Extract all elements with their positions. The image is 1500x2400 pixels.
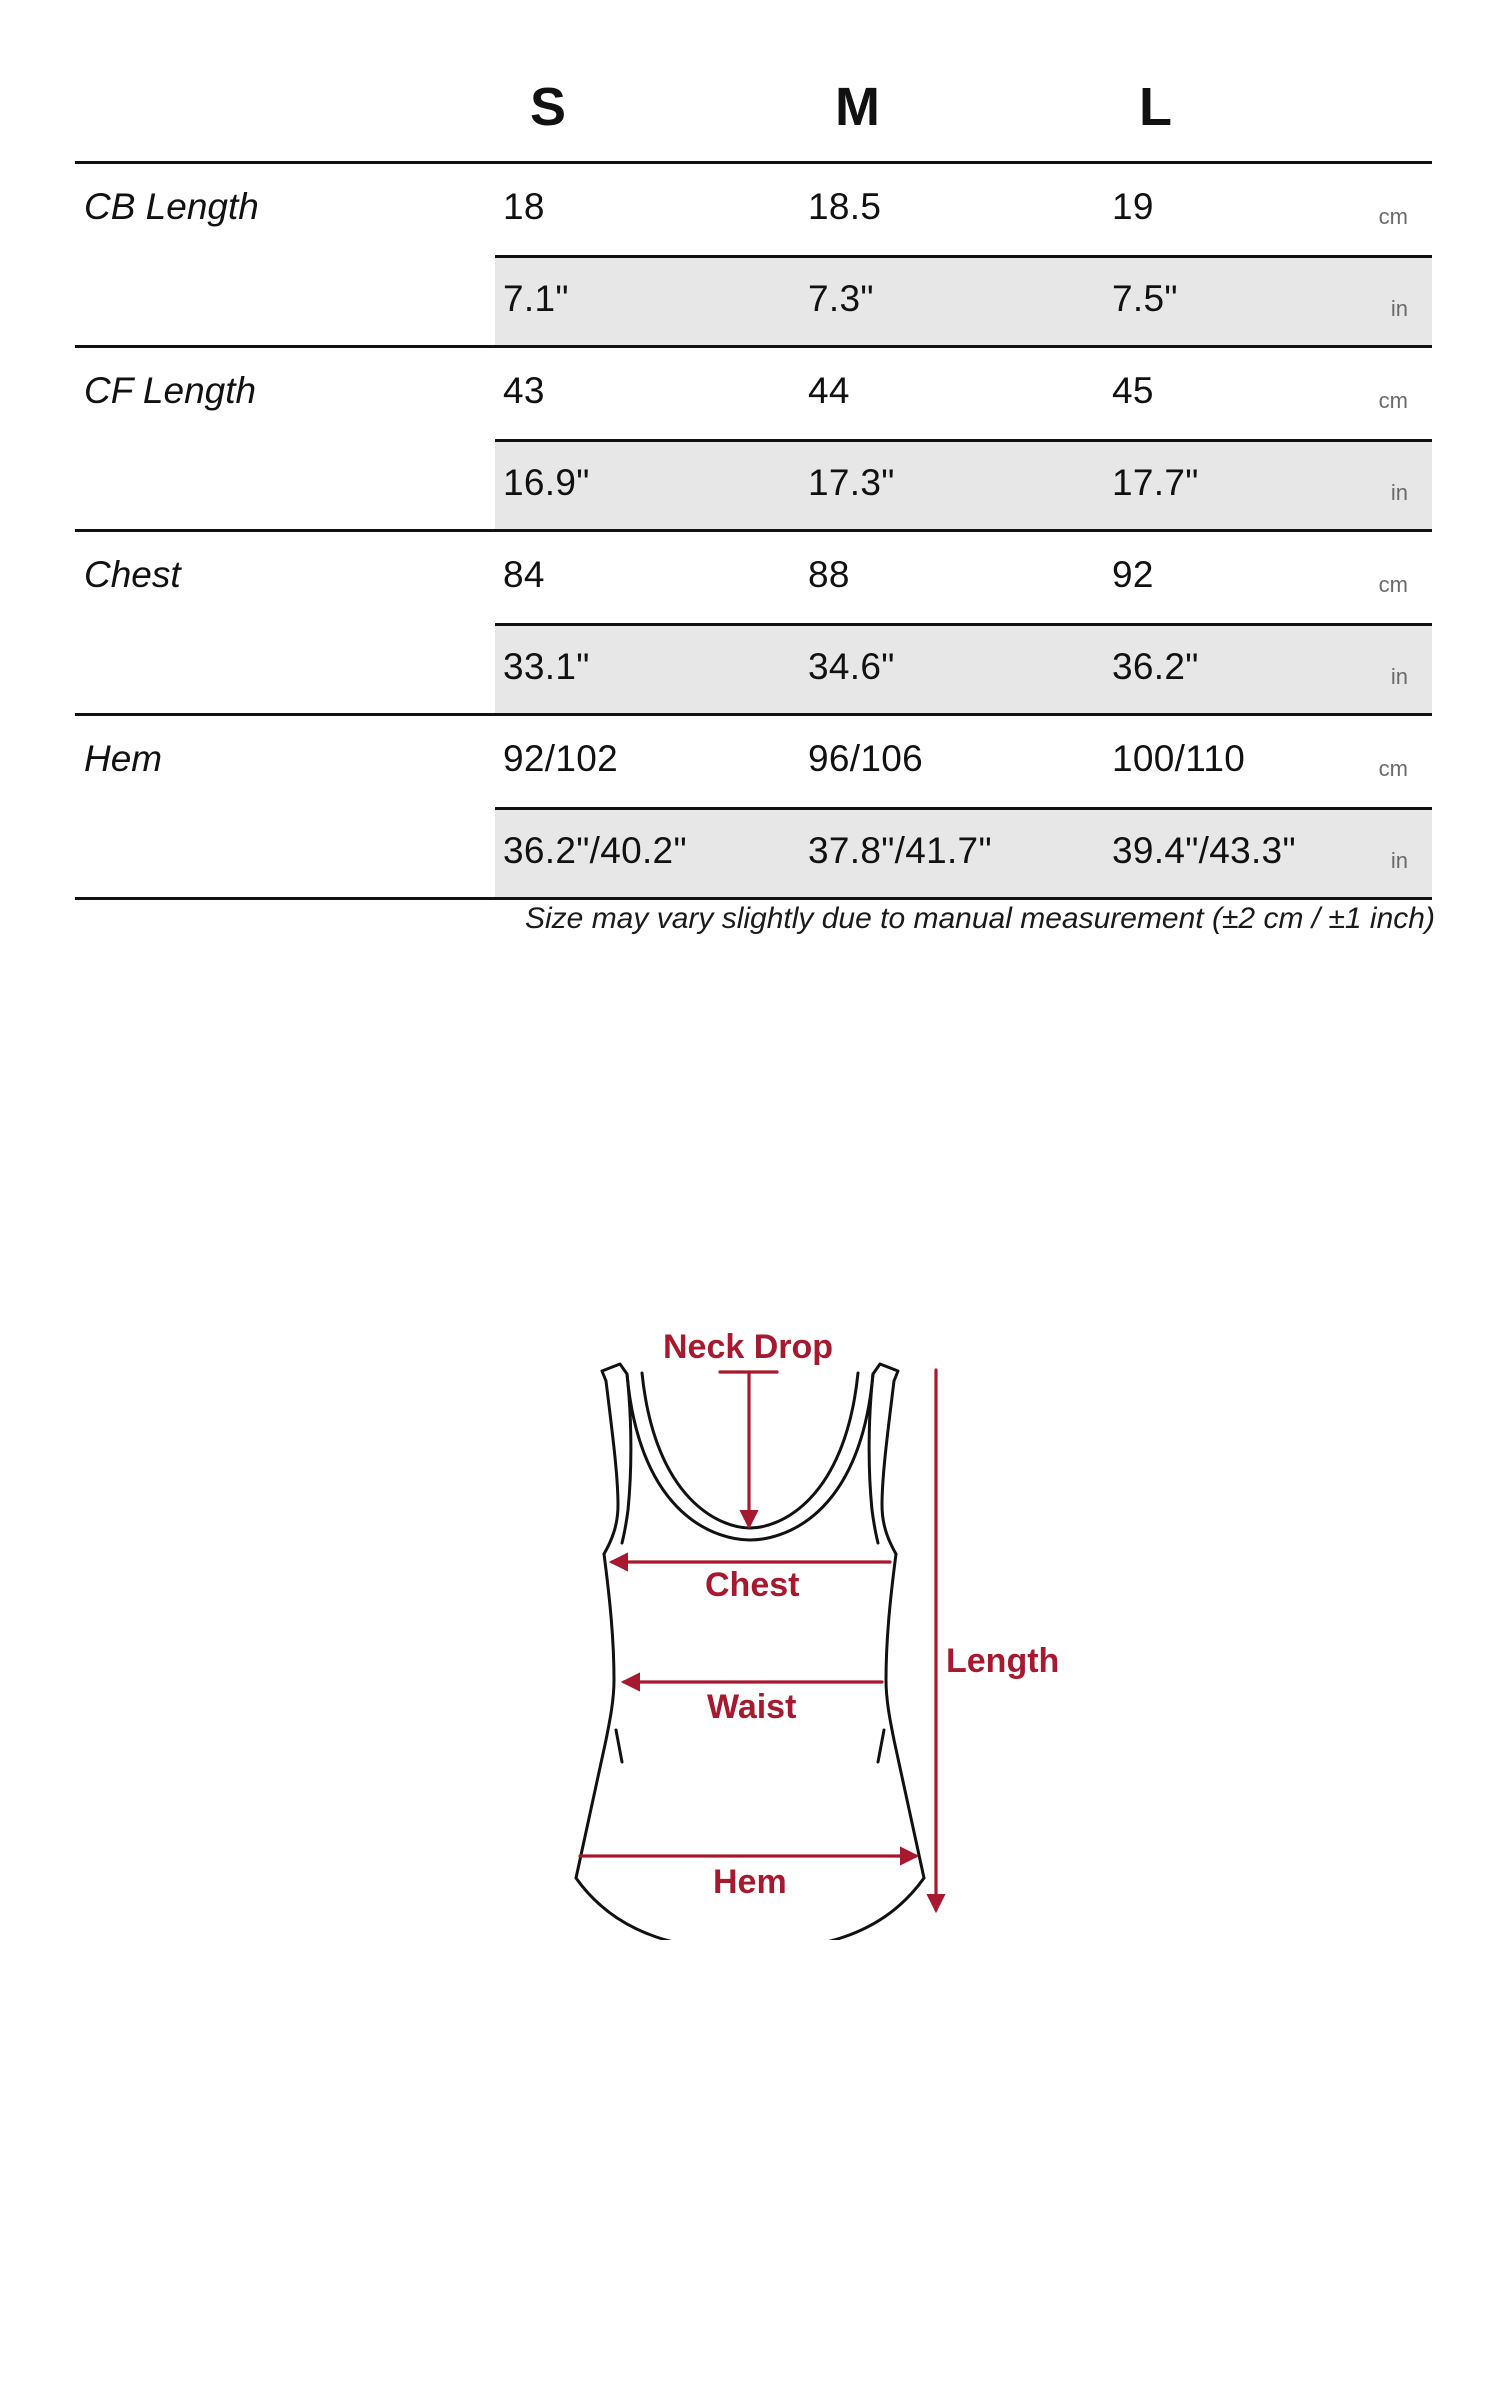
value-s-in: 7.1" [503, 278, 569, 319]
value-s-cm: 92/102 [503, 738, 618, 779]
neck-drop-label: Neck Drop [663, 1328, 834, 1366]
measurement-label: CB Length [84, 186, 259, 227]
value-l-cm: 100/110 [1112, 738, 1246, 779]
cm-row [495, 164, 1432, 253]
size-chart-table [75, 60, 1432, 900]
value-l-cm: 45 [1112, 370, 1154, 411]
measurement-label: Chest [84, 554, 181, 595]
inch-row [495, 623, 1432, 713]
value-l-in: 7.5" [1112, 278, 1178, 319]
value-m-in: 17.3" [808, 462, 895, 503]
value-s-cm: 43 [503, 370, 545, 411]
measurement-cf-length [75, 348, 1432, 532]
hem-label: Hem [713, 1863, 787, 1901]
waist-label: Waist [707, 1688, 797, 1726]
value-s-cm: 18 [503, 186, 545, 227]
unit-cm: cm [1378, 204, 1408, 229]
value-m-in: 34.6" [808, 646, 895, 687]
value-m-cm: 18.5 [808, 186, 882, 227]
tank-top-diagram [560, 1300, 1100, 1940]
value-m-cm: 96/106 [808, 738, 923, 779]
inch-row [495, 439, 1432, 529]
value-l-in: 17.7" [1112, 462, 1199, 503]
cm-row [495, 348, 1432, 437]
value-s-in: 33.1" [503, 646, 590, 687]
value-s-in: 16.9" [503, 462, 590, 503]
unit-in: in [1390, 480, 1408, 505]
measurement-note: Size may vary slightly due to manual measurement (±2 cm / ±1 inch) [525, 902, 1435, 935]
value-s-cm: 84 [503, 554, 545, 595]
unit-cm: cm [1378, 756, 1408, 781]
unit-cm: cm [1378, 388, 1408, 413]
inch-row [495, 807, 1432, 897]
chest-label: Chest [705, 1566, 800, 1604]
unit-cm: cm [1378, 572, 1408, 597]
size-heading-l: L [1139, 77, 1172, 137]
value-m-in: 37.8"/41.7" [808, 830, 992, 871]
value-s-in: 36.2"/40.2" [503, 830, 687, 871]
value-l-in: 36.2" [1112, 646, 1199, 687]
value-l-in: 39.4"/43.3" [1112, 830, 1296, 871]
value-m-in: 7.3" [808, 278, 874, 319]
value-l-cm: 92 [1112, 554, 1154, 595]
unit-in: in [1390, 296, 1408, 321]
measurement-label: CF Length [84, 370, 257, 411]
inch-row [495, 255, 1432, 345]
measurement-label: Hem [84, 738, 163, 779]
tank-top-illustration [560, 1300, 1100, 1940]
measurement-hem [75, 716, 1432, 900]
measurement-cb-length [75, 164, 1432, 348]
size-heading-m: M [835, 77, 880, 137]
unit-in: in [1390, 848, 1408, 873]
measurement-arrows [580, 1370, 936, 1910]
size-heading-s: S [530, 77, 567, 137]
length-label: Length [946, 1642, 1060, 1680]
value-l-cm: 19 [1112, 186, 1154, 227]
size-header-row [75, 60, 1432, 164]
cm-row [495, 716, 1432, 805]
cm-row [495, 532, 1432, 621]
measurement-chest [75, 532, 1432, 716]
unit-in: in [1390, 664, 1408, 689]
value-m-cm: 88 [808, 554, 850, 595]
value-m-cm: 44 [808, 370, 850, 411]
